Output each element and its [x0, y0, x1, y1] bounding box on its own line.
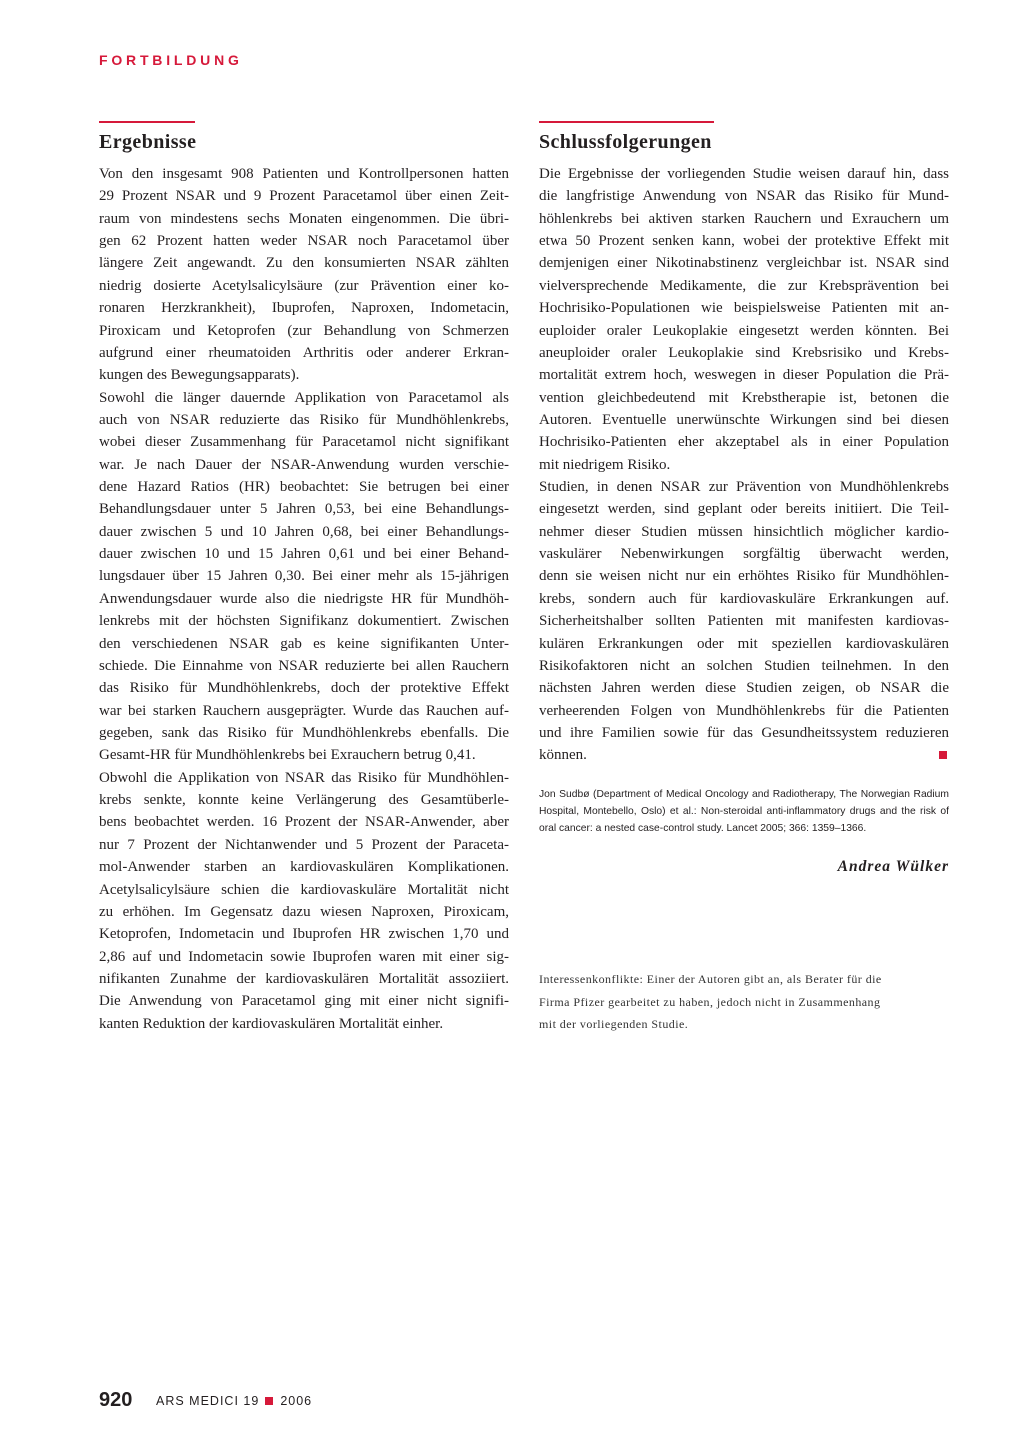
results-column: [99, 163, 509, 1035]
body-line: nächsten Jahren werden diese Studien zeigen, ob NSAR die: [539, 680, 949, 697]
conclusions-column: [539, 163, 949, 767]
body-line: Behandlungsdauer unter 5 Jahren 0,53, bei eine Behandlungs-: [99, 501, 509, 518]
body-line: war. Je nach Dauer der NSAR-Anwendung wurden verschie-: [99, 456, 509, 473]
body-line: höhlenkrebs bei aktiven starken Rauchern und Exrauchern um: [539, 210, 949, 227]
body-line: Autoren. Eventuelle unerwünschte Wirkungen sind bei diesen: [539, 411, 949, 428]
results-paragraph: [99, 387, 509, 767]
body-line: dauer zwischen 10 und 15 Jahren 0,61 und bei einer Behand-: [99, 546, 509, 563]
body-line: Risikofaktoren nicht an solchen Studien teilnehmen. In den: [539, 657, 949, 674]
body-line: kungen des Bewegungsapparats).: [99, 367, 300, 384]
body-line: euploider oraler Leukoplakie eingesetzt werden könnten. Bei: [539, 322, 949, 339]
body-line: Die Anwendung von Paracetamol ging mit einer nicht signifi-: [99, 993, 509, 1010]
conflict-line: Firma Pfizer gearbeitet zu haben, jedoch nicht in Zusammenhang: [539, 994, 881, 1009]
results-paragraph: [99, 767, 509, 1035]
article-end-square-icon: [939, 751, 947, 759]
body-line: krebs senkte, konnte keine Verlängerung des Gesamtüberle-: [99, 792, 509, 809]
body-line: dene Hazard Ratios (HR) beobachtet: Sie betrugen bei einer: [99, 479, 509, 496]
conclusions-paragraph: [539, 476, 949, 767]
body-line: Die Ergebnisse der vorliegenden Studie weisen darauf hin, dass: [539, 166, 949, 182]
body-line: lenkrebs mit der höchsten Signifikanz dokumentiert. Zwischen: [99, 613, 509, 630]
body-line: denn sie weisen nicht nur ein erhöhtes Risiko für Mundhöhlen-: [539, 568, 949, 585]
body-line: vaskulärer Nebenwirkungen sorgfältig überwacht werden,: [539, 546, 949, 563]
body-line: Studien, in denen NSAR zur Prävention von Mundhöhlenkrebs: [539, 479, 949, 496]
body-line: war bei starken Rauchern ausgeprägter. Wurde das Rauchen auf-: [99, 702, 509, 719]
body-line: vielversprechende Medikamente, die zur Krebsprävention bei: [539, 277, 949, 294]
journal-year: 2006: [280, 1394, 313, 1408]
heading-conclusions: Schlussfolgerungen: [539, 131, 712, 153]
body-line: raum von mindestens sechs Monaten eingenommen. Die übri-: [99, 210, 509, 227]
body-line: mortalität extrem hoch, weswegen in dieser Population die Prä-: [539, 367, 949, 384]
heading-results: Ergebnisse: [99, 131, 197, 153]
body-line-text: können.: [539, 747, 587, 764]
body-line: niedrig dosierte Acetylsalicylsäure (zur Prävention einer ko-: [99, 277, 509, 294]
separator-square-icon: [265, 1397, 273, 1405]
body-line: das Risiko für Mundhöhlenkrebs, doch der protektive Effekt: [99, 680, 509, 697]
conclusions-paragraph: [539, 163, 949, 476]
body-line: verheerenden Folgen von Mundhöhlenkrebs für die Patienten: [539, 702, 949, 719]
body-line: Ketoprofen, Indometacin und Ibuprofen HR zwischen 1,70 und: [99, 926, 509, 943]
body-line: 2,86 auf und Indometacin sowie Ibuprofen waren mit einer sig-: [99, 948, 509, 965]
body-line: kanten Reduktion der kardiovaskulären Mortalität einher.: [99, 1015, 444, 1032]
author-name: Andrea Wülker: [837, 858, 949, 875]
conflict-of-interest-note: [539, 968, 949, 1036]
body-line: lungsdauer über 15 Jahren 0,30. Bei einer mehr als 15-jährigen: [99, 568, 509, 585]
body-line: 29 Prozent NSAR und 9 Prozent Paracetamol über einen Zeit-: [99, 188, 509, 205]
body-line: mol-Anwender starben an kardiovaskulären Komplikationen.: [99, 859, 509, 876]
body-line: zu erhöhen. Im Gegensatz dazu wiesen Naproxen, Piroxicam,: [99, 903, 509, 920]
body-line: und ihre Familien sowie für das Gesundheitssystem reduzieren: [539, 724, 949, 741]
body-line: gen 62 Prozent hatten weder NSAR noch Paracetamol über: [99, 233, 509, 250]
body-line: etwa 50 Prozent senken kann, wobei der protektive Effekt mit: [539, 233, 949, 250]
journal-name: ARS MEDICI 19: [156, 1394, 260, 1408]
body-line-final: [539, 744, 949, 766]
page-number: 920: [99, 1389, 133, 1411]
heading-rule-conclusions: [539, 121, 714, 123]
body-line: schiede. Die Einnahme von NSAR reduzierte bei allen Rauchern: [99, 657, 509, 674]
body-line: Gesamt-HR für Mundhöhlenkrebs bei Exrauchern betrug 0,41.: [99, 747, 476, 764]
body-line: längere Zeit angewandt. Zu den konsumierten NSAR zählten: [99, 255, 509, 272]
heading-rule-results: [99, 121, 195, 123]
body-line: Hochrisiko-Populationen wie beispielsweise Patienten mit an-: [539, 300, 949, 317]
body-line: bens beobachtet werden. 16 Prozent der NSAR-Anwender, aber: [99, 814, 509, 831]
body-line: vention gleichbedeutend mit Krebstherapie ist, betonen die: [539, 389, 949, 406]
body-line: mit niedrigem Risiko.: [539, 456, 671, 473]
body-line: auch von NSAR reduzierte das Risiko für Mundhöhlenkrebs,: [99, 411, 509, 428]
body-line: wobei dieser Zusammenhang für Paracetamol nicht signifikant: [99, 434, 509, 451]
conflict-line: mit der vorliegenden Studie.: [539, 1017, 689, 1031]
body-line: Sowohl die länger dauernde Applikation von Paracetamol als: [99, 389, 509, 406]
body-line: nehmer dieser Studien müssen hinsichtlich möglicher kardio-: [539, 523, 949, 540]
body-line: gegeben, sank das Risiko für Mundhöhlenkrebs ebenfalls. Die: [99, 724, 509, 741]
body-line: dauer zwischen 5 und 10 Jahren 0,68, bei einer Behandlungs-: [99, 523, 509, 540]
body-line: ronaren Herzkrankheit), Ibuprofen, Naproxen, Indometacin,: [99, 300, 509, 317]
reference-line: Jon Sudbø (Department of Medical Oncology and Radiotherapy, The Norwegian Radium: [539, 789, 949, 800]
conflict-line: Interessenkonflikte: Einer der Autoren gibt an, als Berater für die: [539, 972, 882, 986]
body-line: Von den insgesamt 908 Patienten und Kontrollpersonen hatten: [99, 166, 509, 182]
reference-line: oral cancer: a nested case-control study. Lancet 2005; 366: 1359–1366.: [539, 823, 867, 834]
body-line: demjenigen einer Nikotinabstinenz vergleichbar ist. NSAR sind: [539, 255, 949, 272]
reference-line: Hospital, Montebello, Oslo) et al.: Non-steroidal anti-inflammatory drugs and the risk of: [539, 806, 949, 817]
body-line: aufgrund einer rheumatoiden Arthritis oder anderer Erkran-: [99, 344, 509, 361]
body-line: kulären Erkrankungen oder mit speziellen kardiovaskulären: [539, 635, 949, 652]
journal-issue: [156, 1392, 312, 1410]
body-line: Obwohl die Applikation von NSAR das Risiko für Mundhöhlen-: [99, 769, 509, 786]
body-line: Hochrisiko-Patienten eher akzeptabel als in einer Population: [539, 434, 949, 451]
body-line: nifikanten Zunahme der kardiovaskulären Mortalität assoziiert.: [99, 970, 509, 987]
body-line: Sicherheitshalber sollten Patienten mit manifesten kardiovas-: [539, 613, 949, 630]
body-line: eingesetzt werden, sind geplant oder bereits initiiert. Die Teil-: [539, 501, 949, 518]
body-line: nur 7 Prozent der Nichtanwender und 5 Prozent der Paraceta-: [99, 836, 509, 853]
body-line: Piroxicam und Ketoprofen (zur Behandlung von Schmerzen: [99, 322, 509, 339]
body-line: aneuploider oraler Leukoplakie sind Krebsrisiko und Krebs-: [539, 344, 949, 361]
body-line: krebs, sondern auch für kardiovaskuläre Erkrankungen auf.: [539, 590, 949, 607]
body-line: den verschiedenen NSAR gab es keine signifikanten Unter-: [99, 635, 509, 652]
results-paragraph: [99, 163, 509, 387]
body-line: die langfristige Anwendung von NSAR das Risiko für Mund-: [539, 188, 949, 205]
body-line: Acetylsalicylsäure schien die kardiovaskuläre Mortalität nicht: [99, 881, 509, 898]
body-line: Anwendungsdauer wurde also die niedrigste HR für Mundhöh-: [99, 590, 509, 607]
section-label: FORTBILDUNG: [99, 52, 243, 68]
reference-block: [539, 786, 949, 837]
